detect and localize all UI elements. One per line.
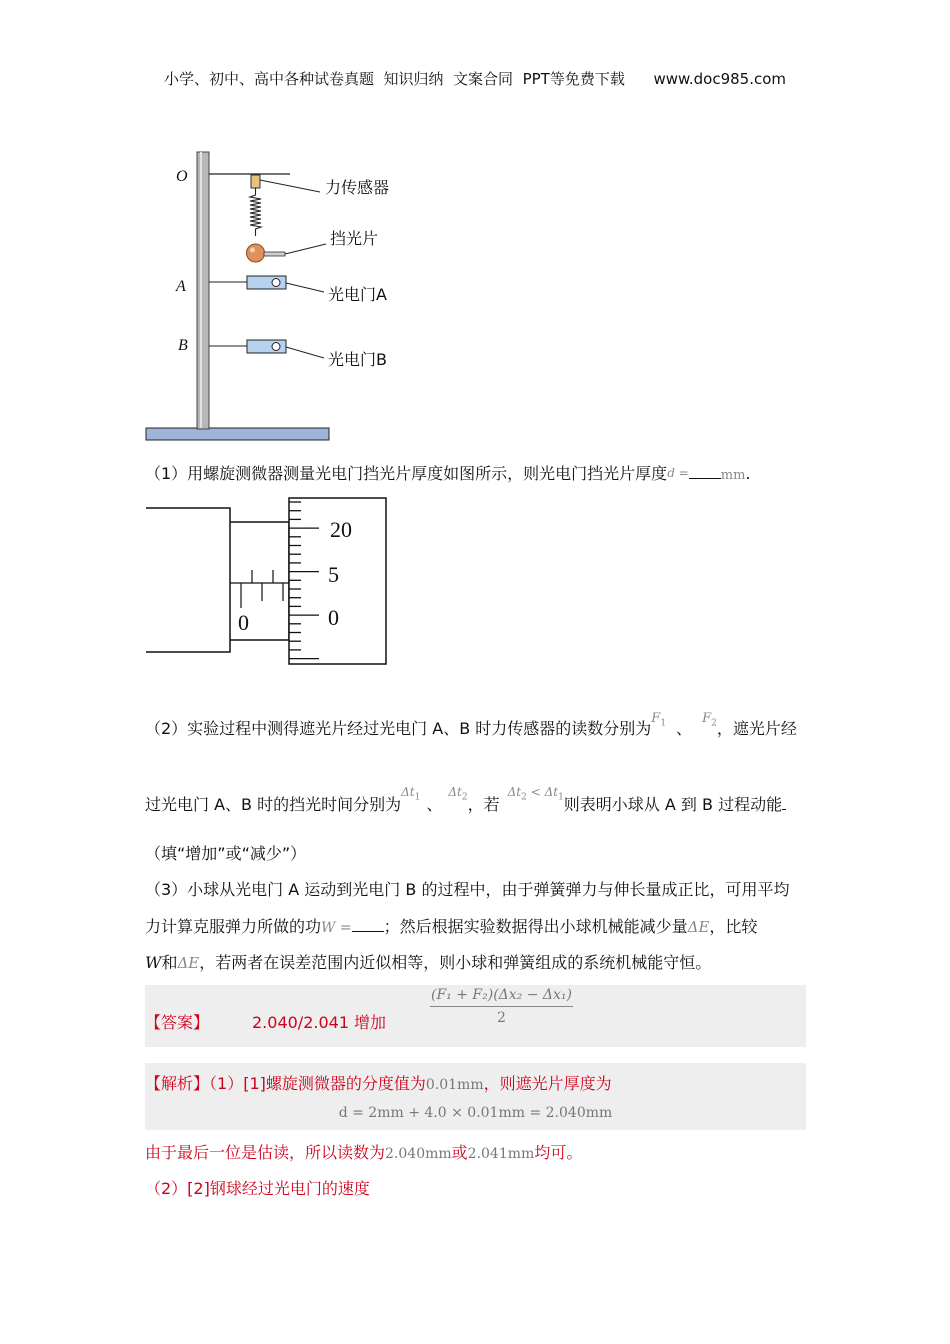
q1-unit: mm: [720, 468, 746, 483]
q3-line2-b: ；然后根据实验数据得出小球机械能减少量: [383, 917, 688, 936]
q2-line2-c: 则表明小球从 A 到 B 过程动能: [563, 795, 783, 814]
question-3-line-3: [145, 952, 711, 974]
q3-line3-b: ，若两者在误差范围内近似相等，则小球和弹簧组成的系统机械能守恒。: [199, 953, 712, 972]
q2-condition: Δt2 < Δt1: [507, 785, 564, 803]
stand-rod: [197, 152, 209, 429]
label-gate-a: 光电门A: [328, 285, 387, 304]
q3-line1: （3）小球从光电门 A 运动到光电门 B 的过程中，由于弹簧弹力与伸长量成正比，可用平均: [145, 880, 790, 899]
q2-t1: Δt1: [401, 785, 421, 803]
q2-line2-b: ，若: [467, 795, 500, 814]
q2-line3: （填“增加”或“减少”）: [145, 844, 307, 863]
answer-value-1: 2.040/2.041: [252, 1013, 349, 1032]
q3-de2: ΔE: [177, 954, 200, 972]
thimble-label-5: 5: [328, 562, 339, 587]
fraction-denominator: 2: [497, 1010, 506, 1026]
q1-blank: [689, 462, 721, 479]
label-sensor: 力传感器: [325, 178, 390, 197]
q1-text: （1）用螺旋测微器测量光电门挡光片厚度如图所示，则光电门挡光片厚度: [145, 464, 668, 483]
q3-blank: [352, 915, 384, 932]
main-scale-zero: 0: [238, 610, 249, 635]
label-gate-b: 光电门B: [328, 350, 387, 369]
q3-line2-a: 力计算克服弹力所做的功: [145, 917, 322, 936]
analysis-line-2: [145, 1142, 582, 1165]
thimble-label-0: 0: [328, 605, 339, 630]
micrometer-figure: [144, 492, 394, 670]
question-3-line-1: [145, 879, 789, 901]
analysis-p1-a: （1）[1]螺旋测微器的分度值为: [209, 1074, 426, 1093]
apparatus-figure: [140, 140, 430, 445]
page-header: [0, 68, 950, 89]
q1-var: d =: [667, 466, 689, 480]
analysis-p2-v2: 2.041mm: [467, 1146, 535, 1162]
stand-base: [146, 428, 329, 440]
q3-line3-a: 和: [161, 953, 178, 972]
fraction-numerator: (F₁ + F₂)(Δx₂ − Δx₁): [430, 987, 573, 1007]
ball: [247, 244, 265, 262]
q2-f2: F2: [702, 711, 717, 729]
label-b: B: [178, 337, 188, 354]
analysis-p2-v1: 2.040mm: [385, 1146, 452, 1162]
label-flag: 挡光片: [330, 229, 379, 248]
q3-w2: W: [145, 953, 162, 972]
analysis-p2-a: 由于最后一位是估读，所以读数为: [145, 1143, 386, 1162]
label-a: A: [176, 278, 186, 295]
q1-end: .: [745, 464, 751, 483]
analysis-tag: 【解析】: [145, 1074, 210, 1093]
analysis-p1-val: 0.01mm: [425, 1077, 484, 1093]
question-2-line-3: [145, 843, 306, 865]
spring: [250, 188, 261, 236]
q2-t2: Δt2: [448, 785, 468, 803]
answer-value-2: 增加: [354, 1013, 387, 1032]
question-2-line-2: 过光电门 A、B 时的挡光时间分别为$^{\Delta t_1}$ 、$^{\Delta t_2}$，若$^{\Delta t_2 < \Delta t_1}$则表明小球从 A 到 B 过程动能: [145, 793, 786, 822]
q3-line2-c: ，比较: [709, 917, 758, 936]
q2-blank: [782, 793, 786, 810]
q2-line1-b: ，遮光片经: [716, 719, 797, 738]
question-2-line-1: [145, 711, 797, 747]
q2-line2-a: 过光电门 A、B 时的挡光时间分别为: [145, 795, 402, 814]
analysis-formula: d = 2mm + 4.0 × 0.01mm = 2.040mm: [338, 1105, 613, 1121]
answer-fraction: [430, 987, 573, 1026]
light-flag: [264, 252, 285, 256]
analysis-p1-b: ，则遮光片厚度为: [483, 1074, 612, 1093]
q2-sep: 、: [676, 719, 693, 738]
q3-de: ΔE: [687, 918, 710, 936]
question-3-line-2: [145, 915, 757, 939]
analysis-line-1: [145, 1073, 612, 1096]
thimble-label-20: 20: [330, 517, 352, 542]
header-text: 小学、初中、高中各种试卷真题 知识归纳 文案合同 PPT等免费下载: [163, 70, 625, 88]
q3-w: W =: [321, 920, 352, 936]
analysis-p2-b: 均可。: [534, 1143, 583, 1162]
answer-tag: 【答案】: [145, 1013, 210, 1032]
q2-line1-a: （2）实验过程中测得遮光片经过光电门 A、B 时力传感器的读数分别为: [145, 719, 652, 738]
label-o: O: [176, 168, 188, 185]
analysis-p2-or: 或: [451, 1143, 468, 1162]
analysis-line-3: （2）[2]钢球经过光电门的速度: [145, 1179, 370, 1198]
q2-f1: F1: [651, 711, 667, 729]
force-sensor: [251, 175, 260, 188]
header-site: www.doc985.com: [653, 70, 787, 88]
question-1: [145, 462, 751, 487]
